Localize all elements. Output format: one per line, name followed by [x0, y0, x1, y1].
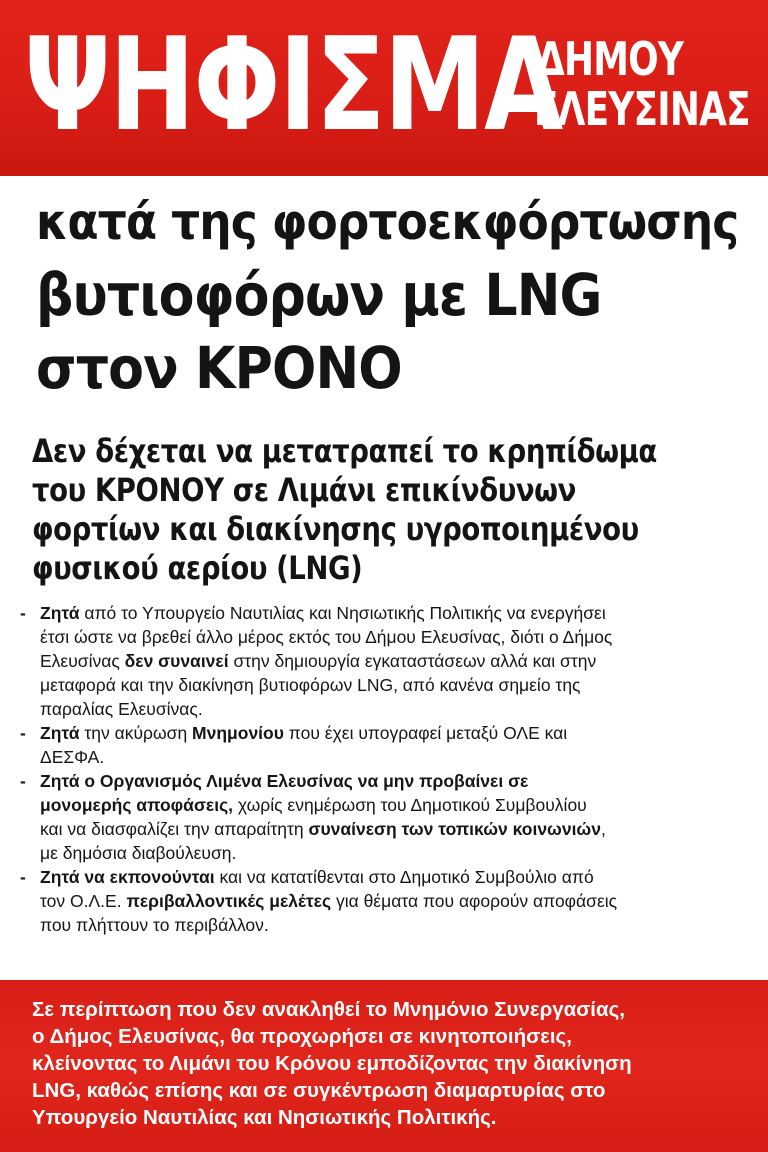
- body-text: και να κατατίθενται στο Δημοτικό Συμβούλιο από: [214, 867, 594, 887]
- municipality-name: [534, 34, 750, 134]
- demand-line: έτσι ώστε να βρεθεί άλλο μέρος εκτός του Δήμου Ελευσίνας, διότι ο Δήμος: [40, 627, 613, 647]
- warning-line: Σε περίπτωση που δεν ανακληθεί το Μνημόνιο Συνεργασίας,: [32, 998, 625, 1021]
- demands-list: [20, 601, 760, 937]
- bold-text: μονομερής αποφάσεις,: [40, 795, 234, 815]
- bold-text: Ζητά: [40, 723, 80, 743]
- subheading-line2: του ΚΡΟΝΟΥ σε Λιμάνι επικίνδυνων: [32, 471, 576, 509]
- bold-text: Ζητά ο Οργανισμός Λιμένα Ελευσίνας να μην προβαίνει σε: [40, 771, 529, 791]
- demand-item: [20, 769, 760, 865]
- demand-line: [40, 649, 760, 673]
- resolution-title: ΨΗΦΙΣΜΑ: [24, 11, 562, 160]
- headline: [36, 186, 756, 405]
- bold-text: περιβαλλοντικές μελέτες: [126, 891, 332, 911]
- warning-line: κλείνοντας το Λιμάνι του Κρόνου εμποδίζοντας την διακίνηση: [32, 1052, 632, 1075]
- bullet-dash: -: [20, 771, 26, 791]
- municipality-line1: ΔΗΜΟΥ: [537, 32, 684, 86]
- demand-item: [20, 601, 760, 721]
- demand-line: [40, 889, 760, 913]
- body-text: ,: [600, 819, 606, 839]
- body-text: από το Υπουργείο Ναυτιλίας και Νησιωτικής Πολιτικής να ενεργήσει: [79, 603, 606, 623]
- body-text: στην δημιουργία εγκαταστάσεων αλλά και στην: [228, 651, 597, 671]
- body-text: που έχει υπογραφεί μεταξύ ΟΛΕ και: [283, 723, 568, 743]
- demand-line: ΔΕΣΦΑ.: [40, 747, 105, 767]
- demand-line: παραλίας Ελευσίνας.: [40, 699, 203, 719]
- bullet-dash: -: [20, 867, 26, 887]
- warning-line: ο Δήμος Ελευσίνας, θα προχωρήσει σε κινητοποιήσεις,: [32, 1025, 572, 1048]
- bold-text: Ζητά να εκπονούνται: [40, 867, 215, 887]
- body-text: και να διασφαλίζει την απαραίτητη: [40, 819, 309, 839]
- subheading-line3: φορτίων και διακίνησης υγροποιημένου: [32, 510, 639, 548]
- warning-line: Υπουργείο Ναυτιλίας και Νησιωτικής Πολιτικής.: [32, 1106, 497, 1129]
- municipality-line2: ΕΛΕΥΣΙΝΑΣ: [534, 82, 750, 136]
- body-text: χωρίς ενημέρωση του Δημοτικού Συμβουλίου: [233, 795, 587, 815]
- demand-line: [40, 793, 760, 817]
- bullet-dash: -: [20, 603, 26, 623]
- headline-line3: στον ΚΡΟΝΟ: [36, 334, 402, 402]
- demand-line: [40, 817, 760, 841]
- warning-line: LNG, καθώς επίσης και σε συγκέντρωση διαμαρτυρίας στο: [32, 1079, 606, 1102]
- bold-text: Μνημονίου: [192, 723, 284, 743]
- demand-line: που πλήττουν το περιβάλλον.: [40, 915, 269, 935]
- headline-line1: κατά της φορτοεκφόρτωσης: [36, 193, 739, 251]
- warning-statement: [32, 996, 762, 1131]
- body-text: Ελευσίνας: [40, 651, 125, 671]
- bold-text: Ζητά: [40, 603, 80, 623]
- subheading: [32, 432, 762, 588]
- demand-line: [40, 865, 760, 889]
- demand-line: [40, 769, 760, 793]
- bold-text: δεν συναινεί: [124, 651, 229, 671]
- headline-line2: βυτιοφόρων με LNG: [36, 261, 602, 329]
- header-banner: [0, 0, 768, 176]
- demand-line: με δημόσια διαβούλευση.: [40, 843, 237, 863]
- demand-item: [20, 721, 760, 769]
- demand-line: [40, 721, 760, 745]
- demand-item: [20, 865, 760, 937]
- subheading-line1: Δεν δέχεται να μετατραπεί το κρηπίδωμα: [32, 432, 657, 470]
- bullet-dash: -: [20, 723, 26, 743]
- subheading-line4: φυσικού αερίου (LNG): [32, 549, 363, 587]
- body-text: τον Ο.Λ.Ε.: [40, 891, 127, 911]
- body-text: την ακύρωση: [79, 723, 193, 743]
- body-text: για θέματα που αφορούν αποφάσεις: [331, 891, 618, 911]
- bold-text: συναίνεση των τοπικών κοινωνιών: [308, 819, 601, 839]
- demand-line: μεταφορά και την διακίνηση βυτιοφόρων LNG, από κανένα σημείο της: [40, 675, 581, 695]
- footer-banner: [0, 980, 768, 1152]
- demand-line: [40, 601, 760, 625]
